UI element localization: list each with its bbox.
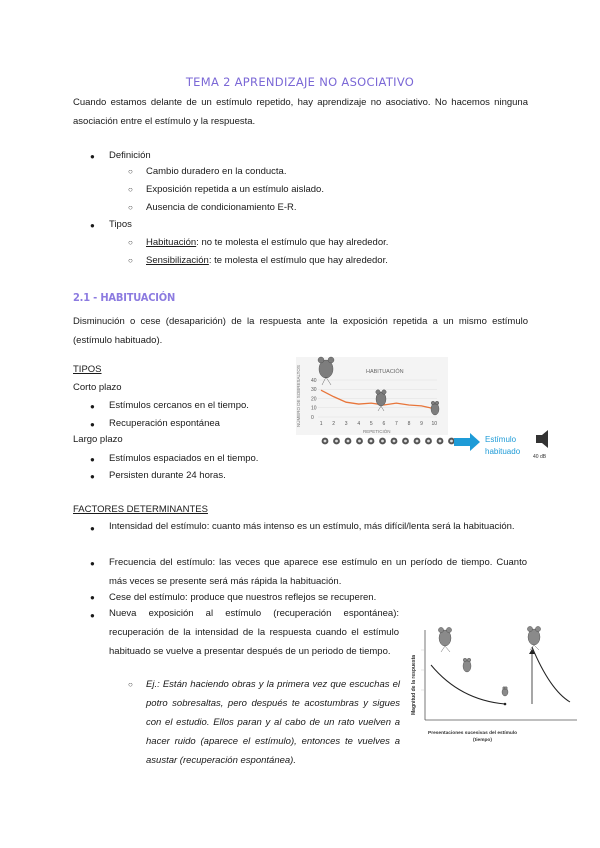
rat-recovered-icon: [527, 626, 540, 650]
tipo-habituacion: [146, 237, 388, 248]
factores-heading: FACTORES DETERMINANTES: [73, 504, 208, 515]
corto-item: Recuperación espontánea: [109, 418, 220, 429]
rat-startled-icon: [438, 627, 451, 652]
rat-calm-icon: [463, 658, 471, 672]
tipo-sensibilizacion: [146, 255, 388, 266]
bullet-dot: ●: [90, 455, 95, 464]
bullet-dot: ●: [90, 524, 95, 533]
db-label: 40 dB: [533, 454, 547, 460]
chart-ylabel: NÚMERO DE SOBRESALTOS: [296, 365, 301, 427]
x-tick-label: 5: [369, 421, 373, 427]
definicion-item: Cambio duradero en la conducta.: [146, 166, 287, 177]
speaker-small-icon: [368, 438, 375, 445]
speaker-icon: [536, 430, 548, 448]
largo-item: Persisten durante 24 horas.: [109, 470, 226, 481]
bullet-dot: ●: [90, 559, 95, 568]
speaker-small-icon: [391, 438, 398, 445]
factor-cese: Cese del estímulo: produce que nuestros reflejos se recuperen.: [109, 592, 377, 603]
x-tick-label: 2: [332, 421, 336, 427]
speaker-small-icon: [356, 438, 363, 445]
fig2-point: [504, 703, 507, 706]
x-tick-label: 6: [382, 421, 386, 427]
x-tick-label: 9: [420, 421, 423, 427]
bullet-dot: ●: [90, 420, 95, 429]
bullet-dot: ●: [90, 472, 95, 481]
fig2-ticks: [421, 650, 425, 690]
fig2-xlabel-2: (tiempo): [473, 738, 492, 743]
x-tick-label: 10: [431, 421, 438, 427]
speaker-small-icon: [448, 438, 455, 445]
x-tick-label: 4: [357, 421, 361, 427]
y-tick-label: 40: [311, 377, 317, 384]
chart-xlabel: REPETICIÓN: [363, 429, 391, 434]
circle-bullet: ○: [128, 680, 133, 689]
tipo-sensibilizacion-term: Sensibilización: [146, 255, 209, 266]
fig2-ylabel: Magnitud de la respuesta: [411, 654, 417, 715]
rat-small-icon: [431, 401, 439, 415]
bullet-dot: ●: [90, 221, 95, 230]
factor-frecuencia: Frecuencia del estímulo: las veces que aparece ese estímulo en un período de tiempo. Cuanto más veces se presente será más rápida la habituación.: [109, 557, 527, 587]
tipo-habituacion-desc: : no te molesta el estímulo que hay alrededor.: [196, 237, 389, 248]
document-title: TEMA 2 APRENDIZAJE NO ASOCIATIVO: [185, 75, 415, 89]
speaker-small-icon: [345, 438, 352, 445]
outline-definicion-label: Definición: [109, 150, 151, 161]
fig2-xlabel-1: Presentaciones sucesivas del estímulo: [428, 731, 518, 736]
speaker-small-icon: [414, 438, 421, 445]
circle-bullet: ○: [128, 238, 133, 247]
arrow-icon: [454, 433, 480, 451]
factor-intensidad: Intensidad del estímulo: cuanto más intenso es un estímulo, más difícil/lenta será la habituación.: [109, 521, 515, 532]
habituation-figure: [288, 355, 552, 485]
definicion-item: Ausencia de condicionamiento E-R.: [146, 202, 297, 213]
y-tick-label: 30: [311, 387, 317, 394]
fig2-decay-curve-2: [532, 647, 570, 702]
speaker-small-icon: [379, 438, 386, 445]
recovery-figure: [405, 620, 580, 750]
circle-bullet: ○: [128, 203, 133, 212]
stimulus-label-2: habituado: [485, 447, 521, 456]
largo-item: Estímulos espaciados en el tiempo.: [109, 453, 259, 464]
section-heading: 2.1 - HABITUACIÓN: [73, 291, 176, 304]
circle-bullet: ○: [128, 167, 133, 176]
outline-tipos-label: Tipos: [109, 219, 132, 230]
intro-paragraph: Cuando estamos delante de un estímulo repetido, hay aprendizaje no asociativo. No hacemos ninguna asociación entre el estímulo y la respuesta.: [73, 97, 528, 127]
corto-item: Estímulos cercanos en el tiempo.: [109, 400, 249, 411]
x-tick-label: 3: [344, 421, 348, 427]
bullet-dot: ●: [90, 611, 95, 620]
definicion-item: Exposición repetida a un estímulo aislado.: [146, 184, 324, 195]
speaker-small-icon: [402, 438, 409, 445]
tipo-sensibilizacion-desc: : te molesta el estímulo que hay alrededor.: [208, 255, 388, 266]
y-tick-label: 20: [311, 396, 317, 403]
stimulus-label-1: Estímulo: [485, 435, 517, 444]
x-tick-label: 1: [319, 421, 323, 427]
ejemplo-text: Ej.: Están haciendo obras y la primera vez que escuchas el potro sobresaltas, pero después te acostumbras y sigues con el estudio. Ellos paran y al cabo de un rato vuelven a hacer ruido (aparece el estímulo), entonces te vuelves a asustar (recuperación espontánea).: [146, 679, 400, 766]
largo-plazo-label: Largo plazo: [73, 434, 123, 445]
bullet-dot: ●: [90, 593, 95, 602]
speaker-small-icon: [425, 438, 432, 445]
speaker-small-icon: [333, 438, 340, 445]
corto-plazo-label: Corto plazo: [73, 382, 122, 393]
stimulus-icons-row: [322, 438, 455, 445]
bullet-dot: ●: [90, 152, 95, 161]
factor-nueva: Nueva exposición al estímulo (recuperación espontánea): recuperación de la intensidad de la respuesta cuando el estímulo habituado se vuelve a presentar después de un periodo de tiempo.: [109, 608, 399, 657]
chart-title: HABITUACIÓN: [366, 369, 404, 375]
speaker-small-icon: [437, 438, 444, 445]
rat-small-icon: [502, 687, 508, 696]
circle-bullet: ○: [128, 185, 133, 194]
x-tick-label: 7: [395, 421, 398, 427]
bullet-dot: ●: [90, 402, 95, 411]
y-tick-label: 10: [311, 405, 317, 412]
y-tick-label: 0: [311, 414, 314, 421]
tipos-heading: TIPOS: [73, 364, 102, 375]
section-definition: Disminución o cese (desaparición) de la respuesta ante la exposición repetida a un mismo estímulo (estímulo habituado).: [73, 316, 528, 346]
circle-bullet: ○: [128, 256, 133, 265]
tipo-habituacion-term: Habituación: [146, 237, 197, 248]
x-tick-label: 8: [407, 421, 411, 427]
speaker-small-icon: [322, 438, 329, 445]
